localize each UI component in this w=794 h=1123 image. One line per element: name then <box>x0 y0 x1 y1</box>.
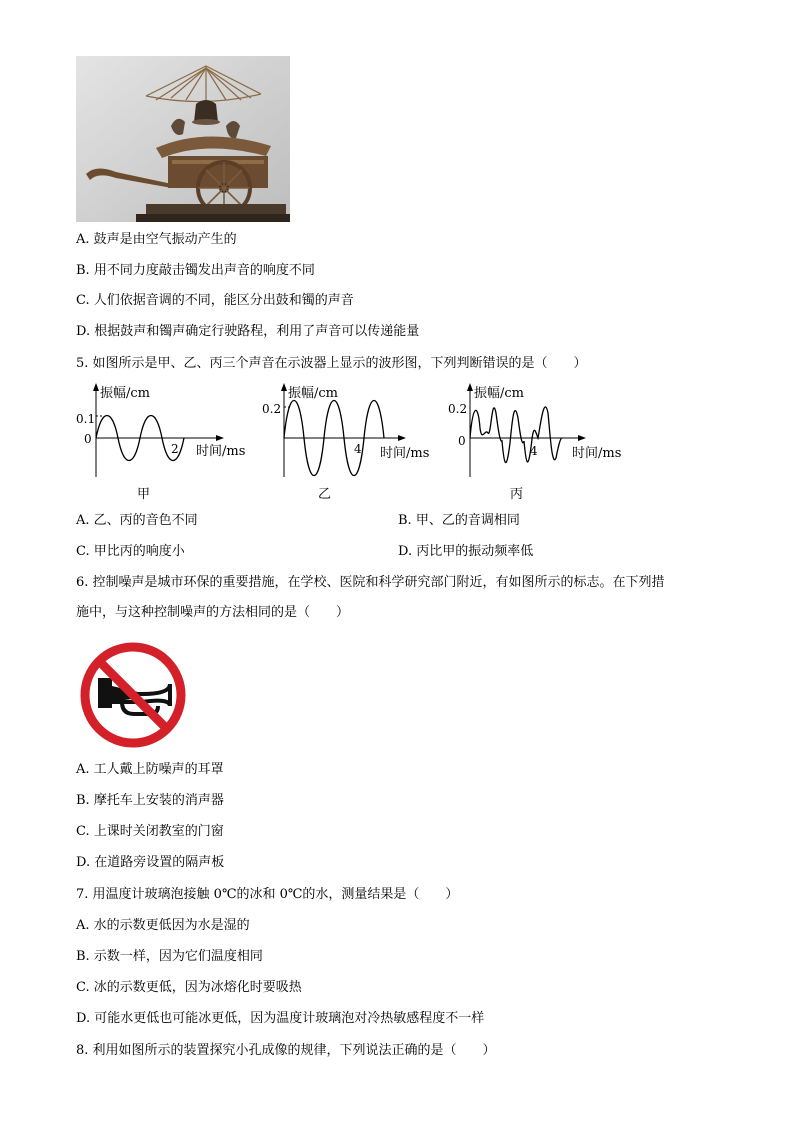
q6-option-c: C. 上课时关闭教室的门窗 <box>76 824 224 839</box>
graph-bing-ylabel: 振幅/cm <box>474 386 524 401</box>
q6-option-b: B. 摩托车上安装的消声器 <box>76 793 224 808</box>
graph-jia-xlabel: 时间/ms <box>196 444 246 459</box>
graph-bing-origin: 0 <box>458 434 466 448</box>
q4-option-c: C. 人们依据音调的不同，能区分出鼓和镯的声音 <box>76 293 354 308</box>
graph-yi-ytick: 0.2 <box>262 402 282 416</box>
waveform-graph-bing <box>448 383 633 478</box>
q4-option-d: D. 根据鼓声和镯声确定行驶路程，利用了声音可以传递能量 <box>76 324 420 339</box>
q7-option-a: A. 水的示数更低因为水是湿的 <box>76 918 250 933</box>
q4-option-a: A. 鼓声是由空气振动产生的 <box>76 232 237 247</box>
q5-option-b: B. 甲、乙的音调相同 <box>398 513 520 528</box>
q5-option-d: D. 丙比甲的振动频率低 <box>398 544 534 559</box>
q5-option-a: A. 乙、丙的音色不同 <box>76 513 198 528</box>
graph-jia-origin: 0 <box>84 432 92 446</box>
q7-option-d: D. 可能水更低也可能冰更低，因为温度计玻璃泡对冷热敏感程度不一样 <box>76 1011 485 1026</box>
graph-yi-caption: 乙 <box>318 487 332 502</box>
q5-stem: 5. 如图所示是甲、乙、丙三个声音在示波器上显示的波形图，下列判断错误的是（ ） <box>76 356 587 371</box>
waveform-graph-jia <box>76 383 266 478</box>
graph-bing-xtick: 4 <box>530 444 538 458</box>
q5-option-c: C. 甲比丙的响度小 <box>76 544 185 559</box>
graph-yi-ylabel: 振幅/cm <box>288 386 338 401</box>
q8-stem: 8. 利用如图所示的装置探究小孔成像的规律，下列说法正确的是（ ） <box>76 1043 496 1058</box>
q6-stem-line2: 施中，与这种控制噪声的方法相同的是（ ） <box>76 605 350 620</box>
graph-jia-ytick: 0.1 <box>76 412 96 426</box>
no-horn-sign-icon <box>78 640 188 750</box>
graph-jia-ylabel: 振幅/cm <box>100 386 150 401</box>
q4-option-b: B. 用不同力度敲击镯发出声音的响度不同 <box>76 263 315 278</box>
drum-chariot-photo <box>76 56 290 222</box>
q7-option-c: C. 冰的示数更低，因为冰熔化时要吸热 <box>76 980 302 995</box>
graph-jia-xtick: 2 <box>171 442 179 456</box>
waveform-graph-yi <box>262 383 442 478</box>
graph-jia-caption: 甲 <box>137 487 151 502</box>
graph-yi-xlabel: 时间/ms <box>380 446 430 461</box>
q6-option-d: D. 在道路旁设置的隔声板 <box>76 855 225 870</box>
q6-stem-line1: 6. 控制噪声是城市环保的重要措施，在学校、医院和科学研究部门附近，有如图所示的标志。在下列措 <box>76 575 665 590</box>
q7-option-b: B. 示数一样，因为它们温度相同 <box>76 949 263 964</box>
graph-bing-xlabel: 时间/ms <box>572 446 622 461</box>
graph-bing-caption: 丙 <box>510 487 524 502</box>
q7-stem: 7. 用温度计玻璃泡接触 0℃的冰和 0℃的水，测量结果是（ ） <box>76 887 459 902</box>
q6-option-a: A. 工人戴上防噪声的耳罩 <box>76 762 224 777</box>
graph-yi-xtick: 4 <box>354 442 362 456</box>
graph-bing-ytick: 0.2 <box>448 402 468 416</box>
